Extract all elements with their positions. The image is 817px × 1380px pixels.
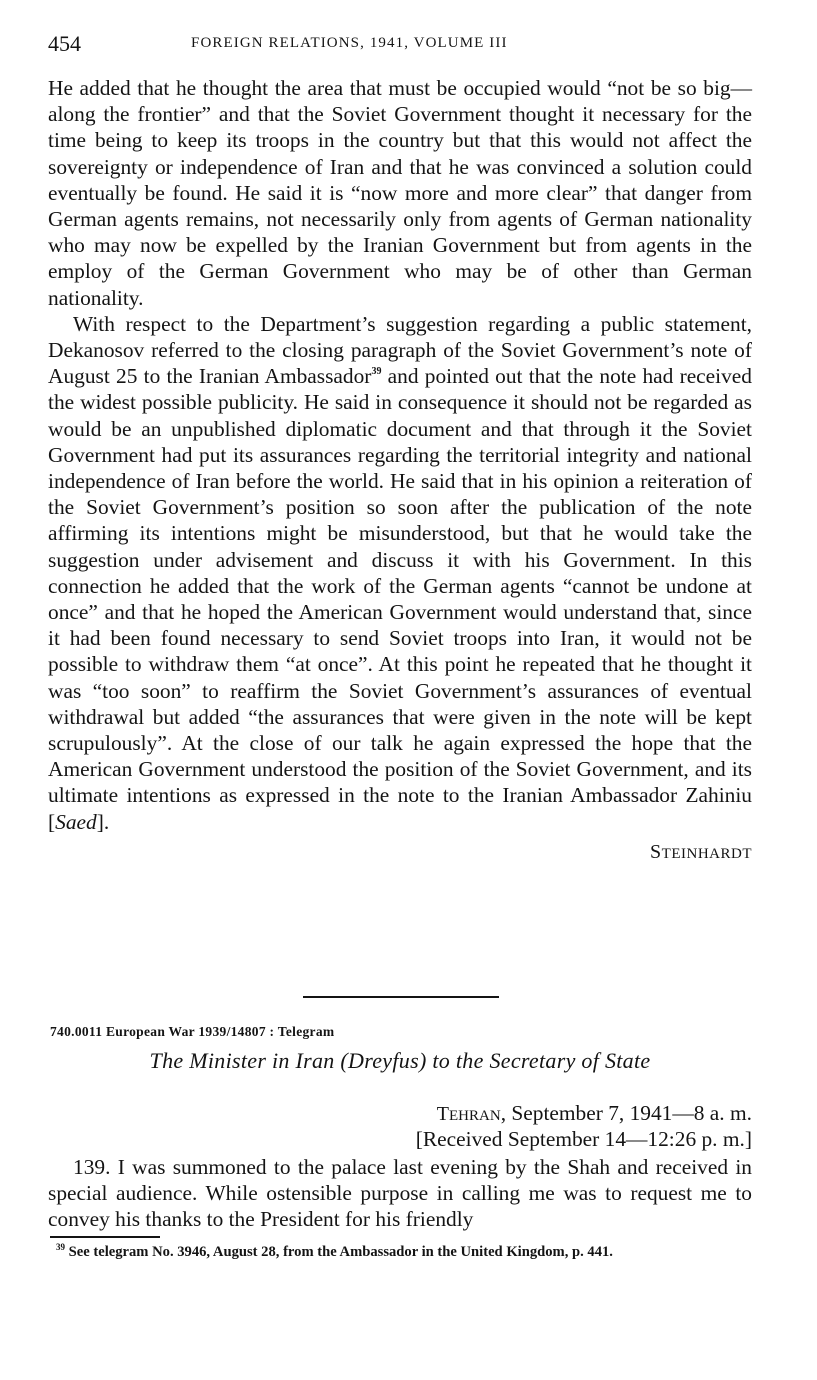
received-line: [Received September 14—12:26 p. m.] [415,1127,752,1151]
paragraph-text-end: and pointed out that the note had received the widest possible publicity. He said in consequence it should not be regarded as would be an unpublished diplomatic document and that through it the Soviet Government had put its assurances regarding the territorial integrity and national independence of Iran before the world. He said that in his opinion a reiteration of the Soviet Government’s position so soon after the publication of the note affirming its intentions might be misunderstood, but that he would take the suggestion under advisement and discuss it with his Government. In this connection he added that the work of the German agents “cannot be undone at once” and that he hoped the American Government would understand that, since it had been found necessary to send Soviet troops into Iran, it would not be possible to withdraw them “at once”. At this point he repeated that he thought it was “too soon” to reaffirm the Soviet Government’s assurances of eventual withdrawal but added “the assurances that were given in the note will be kept scrupulously”. At the close of our talk he again expressed the hope that the American Government understood the position of the Soviet Government, and its ultimate intentions as expressed in the note to the Iranian Ambassador Zahiniu [48,364,753,808]
paragraph-public-statement [48,311,752,835]
running-head: FOREIGN RELATIONS, 1941, VOLUME III [191,35,508,51]
document-page [48,28,753,1260]
section-divider [303,996,499,998]
page-header [48,28,752,58]
paragraph-text-start: With respect to the Department’s suggestion regarding a public statement, Dekanosov referred to the closing paragraph of the Soviet Government’s note of August 25 to the Iranian Ambassador [48,311,752,389]
footnote [48,1243,752,1261]
bracket-name: Saed [55,809,97,834]
paragraph-continuation: He added that he thought the area that must be occupied would “not be so big—along the frontier” and that the Soviet Government thought it necessary for the time being to keep its troops in the country but that this would not affect the sovereignty or independence of Iran and that he was convinced a solution could eventually be found. He said it is “now more and more clear” that danger from German agents remains, not necessarily only from agents of German nationality who may now be expelled by the Iranian Government but from agents in the employ of the German Government who may be of other than German nationality. [48,76,752,310]
footnote-reference: 39 [371,366,382,378]
dateline: TEHRAN, September 7, 1941—8 a. m. [436,1101,752,1125]
telegram-body: 139. I was summoned to the palace last evening by the Shah and received in special audience. While ostensible purpose in calling me was to request me to convey his thanks to the President for his friendly [48,1155,752,1232]
document-title: The Minister in Iran (Dreyfus) to the Secretary of State [149,1048,651,1073]
file-reference: 740.0011 European War 1939/14807 : Telegram [50,1024,335,1039]
signature: STEINHARDT [650,840,752,863]
footnote-divider [50,1236,160,1238]
footnote-text: See telegram No. 3946, August 28, from the Ambassador in the United Kingdom, p. 441. [65,1244,613,1260]
footnote-marker: 39 [56,1242,65,1252]
bracket-correction: [Saed]. [48,809,110,834]
page-number: 454 [48,31,81,56]
